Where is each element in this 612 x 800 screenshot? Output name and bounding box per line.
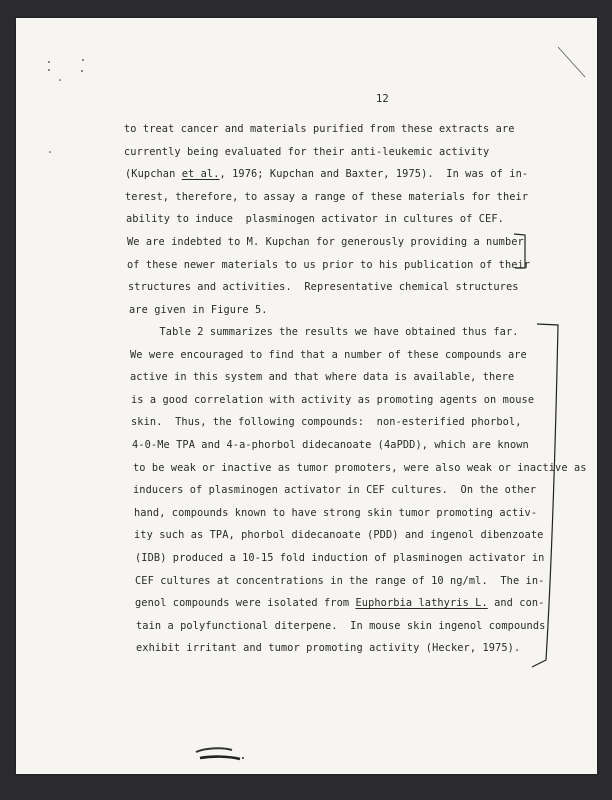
- underlined-text: Euphorbia lathyris L.: [355, 597, 488, 610]
- text-segment: of these newer materials to us prior to his publication of their: [127, 258, 531, 271]
- text-segment: , 1976; Kupchan and Baxter, 1975). In was of in-: [219, 168, 529, 181]
- text-segment: We were encouraged to find that a number of these compounds are: [130, 348, 527, 361]
- margin-bracket-2: [532, 324, 558, 667]
- page-number: 12: [376, 93, 389, 105]
- text-segment: ability to induce plasminogen activator in cultures of CEF.: [126, 213, 504, 226]
- text-segment: genol compounds were isolated from: [135, 597, 356, 610]
- text-segment: and con-: [487, 597, 545, 610]
- text-segment: is a good correlation with activity as promoting agents on mouse: [131, 393, 535, 406]
- text-segment: hand, compounds known to have strong skin tumor promoting activ-: [134, 506, 538, 519]
- text-segment: terest, therefore, to assay a range of these materials for their: [125, 190, 529, 203]
- text-segment: active in this system and that where data is available, there: [130, 371, 515, 384]
- text-segment: 4-0-Me TPA and 4-a-phorbol didecanoate (4aPDD), which are known: [132, 439, 529, 451]
- text-segment: structures and activities. Representative chemical structures: [128, 281, 519, 294]
- text-segment: skin. Thus, the following compounds: non-esterified phorbol,: [131, 416, 522, 429]
- text-segment: We are indebted to M. Kupchan for generously providing a number: [127, 236, 524, 248]
- text-segment: to be weak or inactive as tumor promoters, were also weak or inactive as: [133, 461, 587, 474]
- margin-bracket-1: [514, 234, 525, 268]
- text-segment: CEF cultures at concentrations in the range of 10 ng/ml. The in-: [135, 574, 545, 587]
- ink-smudge-decoration: [196, 748, 244, 759]
- text-segment: exhibit irritant and tumor promoting activity (Hecker, 1975).: [136, 642, 521, 655]
- text-segment: ity such as TPA, phorbol didecanoate (PDD) and ingenol dibenzoate: [134, 529, 544, 542]
- text-segment: to treat cancer and materials purified from these extracts are: [124, 123, 515, 135]
- text-segment: Table 2 summarizes the results we have obtained thus far.: [128, 326, 519, 338]
- text-segment: inducers of plasminogen activator in CEF cultures. On the other: [133, 484, 537, 497]
- text-segment: currently being evaluated for their anti-leukemic activity: [124, 145, 490, 158]
- text-segment: are given in Figure 5.: [129, 303, 268, 316]
- text-segment: (IDB) produced a 10-15 fold induction of plasminogen activator in: [135, 552, 545, 564]
- text-segment: (Kupchan: [125, 168, 182, 181]
- dust-specks-decoration: [48, 59, 84, 153]
- underlined-text: et al.: [181, 168, 220, 181]
- text-segment: tain a polyfunctional diterpene. In mouse skin ingenol compounds: [136, 619, 546, 632]
- pencil-stroke-decoration: [558, 47, 585, 77]
